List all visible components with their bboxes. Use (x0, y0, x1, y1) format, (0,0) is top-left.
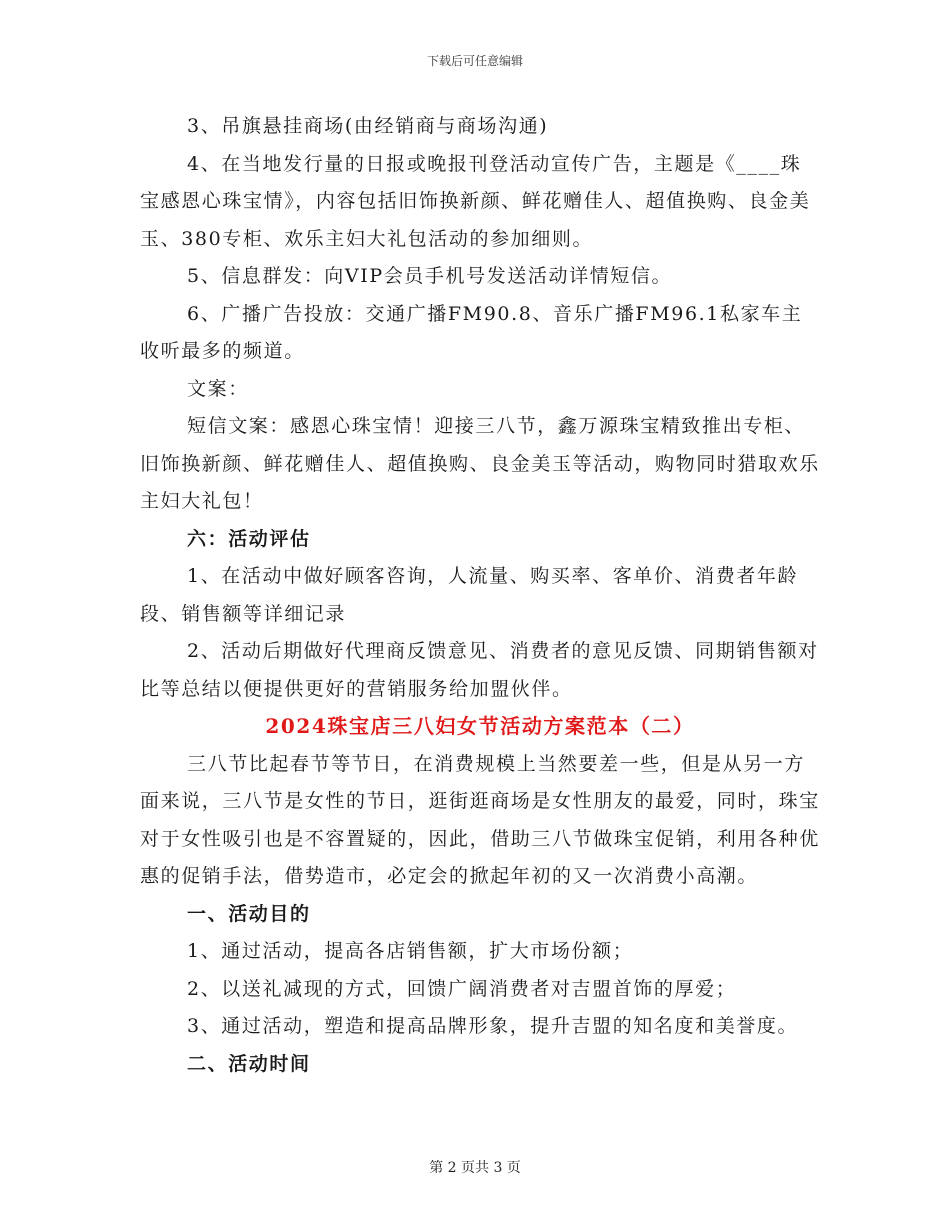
section-heading-time: 二、活动时间 (187, 1052, 311, 1075)
paragraph-evaluation-2: 2、活动后期做好代理商反馈意见、消费者的意见反馈、同期销售额对比等总结以便提供更好的营销服务给加盟伙伴。 (140, 640, 819, 700)
paragraph-item-5: 5、信息群发：向VIP会员手机号发送活动详情短信。 (187, 265, 673, 287)
paragraph-intro: 三八节比起春节等节日，在消费规模上当然要差一些，但是从另一方面来说，三八节是女性的节日，逛街逛商场是女性朋友的最爱，同时，珠宝对于女性吸引也是不容置疑的，因此，借助三八节做珠宝促销，利用各种优惠的促销手法，借势造市，必定会的掀起年初的又一次消费小高潮。 (140, 752, 820, 887)
document-title: 2024珠宝店三八妇女节活动方案范本（二） (265, 714, 695, 738)
paragraph-item-6: 6、广播广告投放：交通广播FM90.8、音乐广播FM96.1私家车主收听最多的频道。 (140, 302, 803, 362)
paragraph-purpose-1: 1、通过活动，提高各店销售额，扩大市场份额； (187, 940, 634, 962)
paragraph-purpose-3: 3、通过活动，塑造和提高品牌形象，提升吉盟的知名度和美誉度。 (187, 1015, 799, 1037)
paragraph-sms-copy: 短信文案：感恩心珠宝情！迎接三八节，鑫万源珠宝精致推出专柜、旧饰换新颜、鲜花赠佳人、超值换购、良金美玉等活动，购物同时猎取欢乐主妇大礼包！ (140, 415, 820, 512)
page-footer: 第 2 页共 3 页 (429, 1160, 521, 1176)
paragraph-evaluation-1: 1、在活动中做好顾客咨询，人流量、购买率、客单价、消费者年龄段、销售额等详细记录 (140, 565, 799, 625)
section-heading-purpose: 一、活动目的 (187, 902, 311, 925)
paragraph-copywriting-label: 文案： (187, 377, 249, 400)
page-header: 下载后可任意编辑 (426, 54, 523, 68)
paragraph-item-4: 4、在当地发行量的日报或晚报刊登活动宣传广告，主题是《____珠宝感恩心珠宝情》，内容包括旧饰换新颜、鲜花赠佳人、超值换购、良金美玉、380专柜、欢乐主妇大礼包活动的参加细则。 (140, 152, 811, 250)
paragraph-item-3: 3、吊旗悬挂商场(由经销商与商场沟通) (187, 115, 549, 137)
document-body (140, 108, 820, 1083)
section-heading-evaluation: 六：活动评估 (187, 527, 311, 550)
paragraph-purpose-2: 2、以送礼减现的方式，回馈广阔消费者对吉盟首饰的厚爱； (187, 977, 737, 1000)
